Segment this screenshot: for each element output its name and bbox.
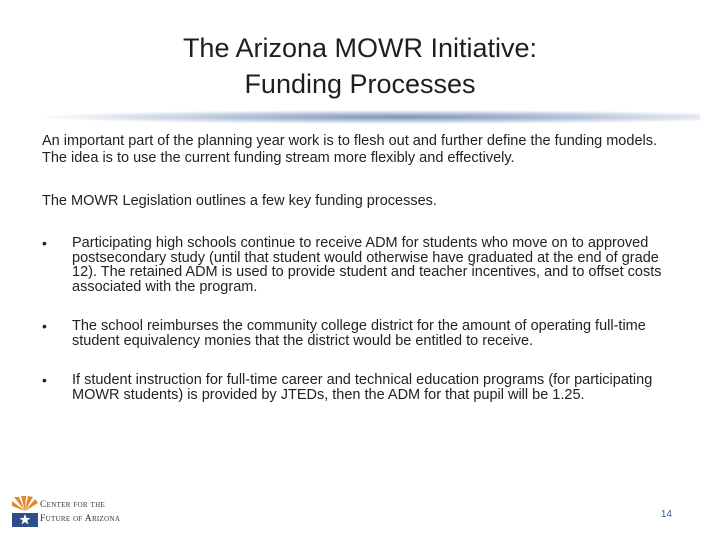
logo-wordmark xyxy=(40,498,120,526)
slide-title-line-1: The Arizona MOWR Initiative: xyxy=(182,33,538,63)
logo-line-2: Future of Arizona xyxy=(40,514,121,524)
bullet-text: The school reimburses the community college district for the amount of operating full-time student equivalency monies that the district would be entitled to receive. xyxy=(72,318,646,349)
bullet-icon: • xyxy=(42,372,47,388)
bullet-icon: • xyxy=(42,318,47,334)
bullet-text: If student instruction for full-time career and technical education programs (for participating MOWR students) is provided by JTEDs, then the ADM for that pupil will be 1.25. xyxy=(72,372,653,403)
list-item xyxy=(42,319,678,348)
slide-title xyxy=(0,30,720,102)
intro-paragraph: An important part of the planning year work is to flesh out and further define the funding models. The idea is to use the current funding stream more flexibly and effectively. xyxy=(42,133,658,166)
list-item xyxy=(42,236,678,294)
list-item xyxy=(42,373,678,402)
logo-line-1: Center for the xyxy=(40,500,106,510)
slide-body xyxy=(42,133,678,427)
title-divider xyxy=(40,110,700,124)
bullet-icon: • xyxy=(42,235,47,251)
slide-title-line-2: Funding Processes xyxy=(244,69,476,99)
footer-logo xyxy=(12,495,152,529)
legislation-paragraph: The MOWR Legislation outlines a few key funding processes. xyxy=(42,193,437,209)
funding-bullet-list xyxy=(42,236,678,402)
bullet-text: Participating high schools continue to receive ADM for students who move on to approved postsecondary study (until that student would otherwise have graduated at the end of grade 12). The retained ADM is used to provide student and teacher incentives, and to offset costs associated with the program. xyxy=(72,235,662,295)
arizona-flag-logo-icon xyxy=(12,495,38,527)
page-number: 14 xyxy=(660,509,672,520)
